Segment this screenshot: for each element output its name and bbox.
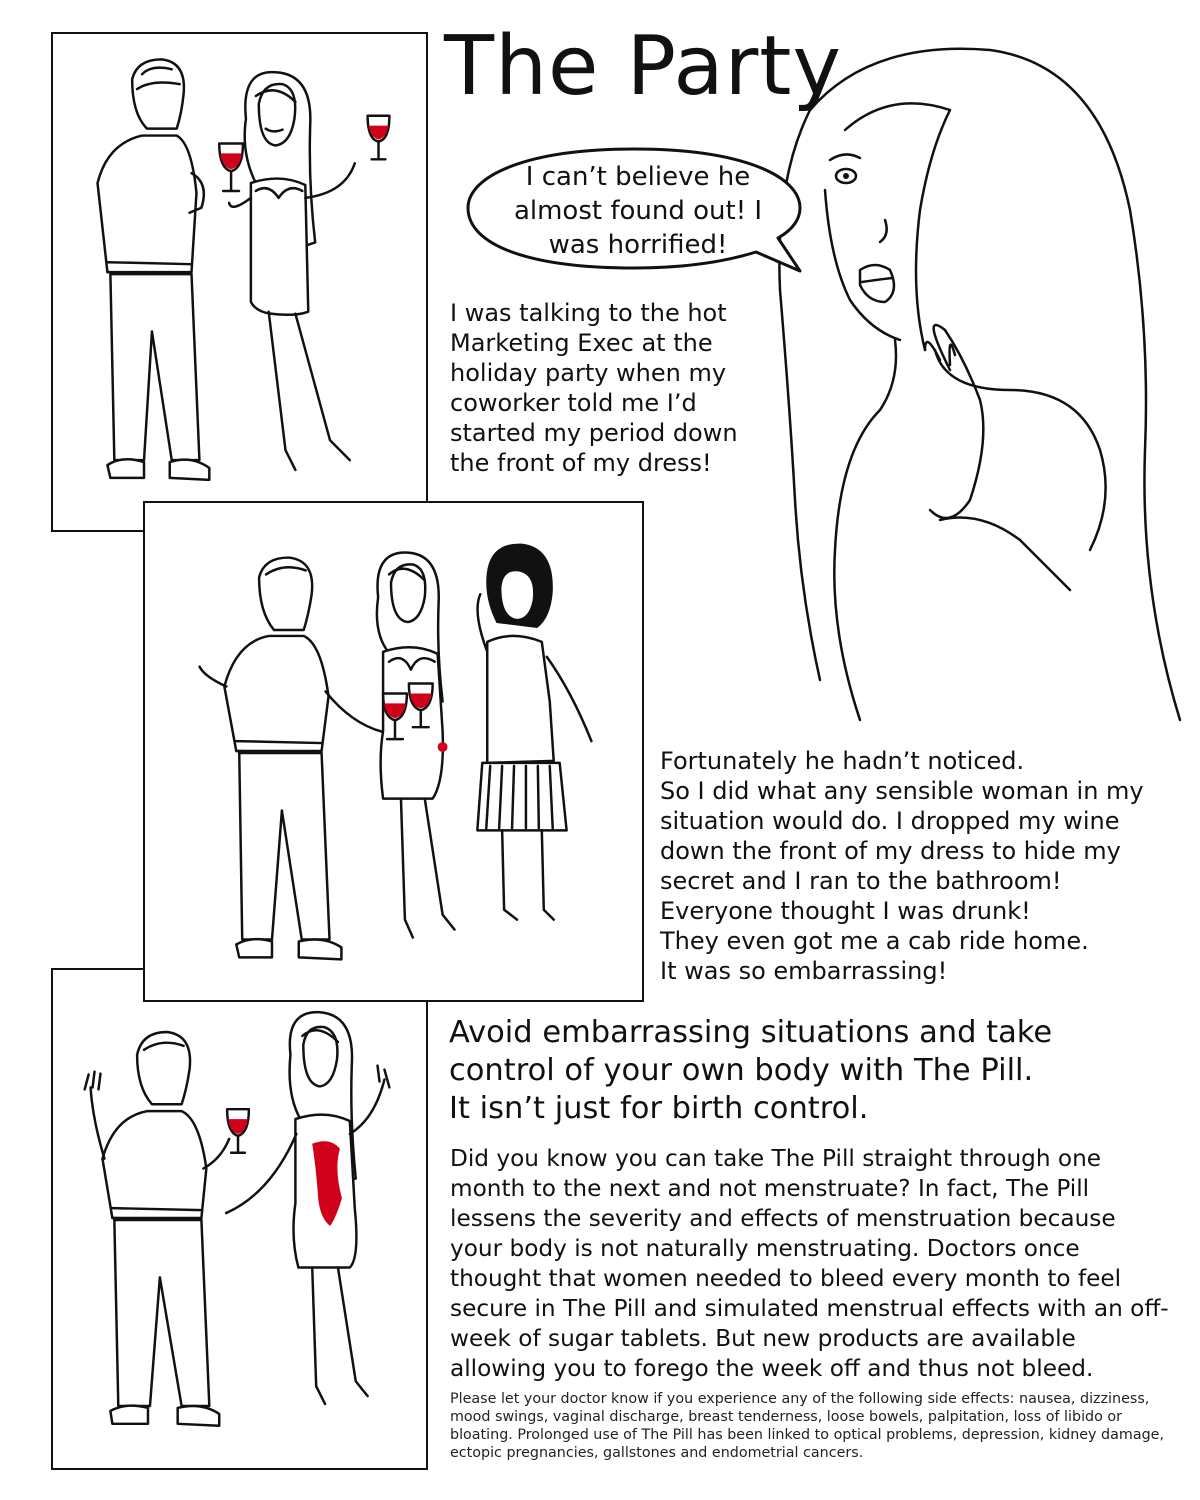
woman-figure [226, 1012, 389, 1404]
comic-panel-3 [51, 968, 428, 1470]
speech-bubble-text: I can’t believe he almost found out! I was horrified! [513, 162, 763, 260]
man-figure [200, 558, 388, 960]
wine-glass-left [219, 143, 243, 190]
man-figure [85, 1032, 229, 1426]
side-effects-fine-print: Please let your doctor know if you experience any of the following side effects: nausea, dizziness, mood swings, vaginal discharge, breast tenderness, loose bowels, palpitation, loss of libido or bloating. Prolonged use of The Pill has been linked to optical problems, depression, kidney damage, ectopic pregnancies, gallstones and endometrial cancers. [450, 1391, 1164, 1461]
woman-figure [229, 72, 355, 470]
woman-figure [377, 553, 455, 938]
wine-spill-illustration [53, 970, 426, 1468]
story-paragraph-2: Fortunately he hadn’t noticed. So I did what any sensible woman in my situation would do. I dropped my wine down the front of my dress to hide my secret and I ran to the bathroom! Everyone thought I was drunk! They even got me a cab ride home. It was so embarrassing! [660, 747, 1144, 985]
man-figure [98, 59, 210, 479]
party-conversation-illustration [53, 34, 426, 530]
ad-body-text: Did you know you can take The Pill straight through one month to the next and not menstruate? In fact, The Pill lessens the severity and effects of menstruation because your body is not naturally menstruating. Doctors once thought that women needed to bleed every month to feel secure in The Pill and simulated menstrual effects with an off-week of sugar tablets. But new products are available allowing you to forego the week off and thus not bleed. [450, 1145, 1169, 1382]
eye-pupil [843, 173, 849, 179]
comic-panel-2 [143, 501, 644, 1002]
coworker-whisper-illustration [145, 503, 642, 1000]
story-paragraph-1: I was talking to the hot Marketing Exec at the holiday party when my coworker told me I’d started my period down the front of my dress! [450, 299, 738, 477]
ad-headline: Avoid embarrassing situations and take control of your own body with The Pill. It isn’t just for birth control. [449, 1015, 1053, 1126]
stain-dot [438, 742, 448, 752]
page-title: The Party [444, 19, 842, 114]
wine-glass-right [368, 116, 390, 160]
comic-panel-1 [51, 32, 428, 532]
coworker-figure [477, 545, 591, 920]
woman-portrait-illustration [750, 30, 1190, 730]
wine-glass [227, 1109, 249, 1153]
